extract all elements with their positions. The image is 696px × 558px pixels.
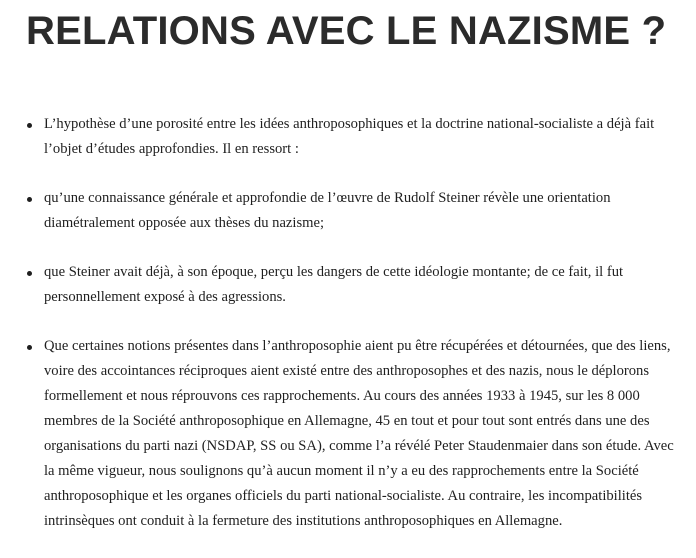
bullet-text: qu’une connaissance générale et approfondie de l’œuvre de Rudolf Steiner révèle une orientation diamétralement opposée aux thèses du nazisme; [44, 190, 611, 231]
bullet-dot-icon [27, 271, 32, 276]
page-title: RELATIONS AVEC LE NAZISME ? [26, 9, 667, 53]
bullet-item-2 [26, 186, 686, 236]
article-body [26, 112, 686, 558]
bullet-text: Que certaines notions présentes dans l’anthroposophie aient pu être récupérées et détournées, que des liens, voire des accointances réciproques aient existé entre des anthroposophes et des nazis, nous le déplorons formellement et nous réprouvons ces rapprochements. Au cours des années 1933 à 1945, sur les 8 000 membres de la Société anthroposophique en Allemagne, 45 en tout et pour tout sont entrés dans une des organisations du parti nazi (NSDAP, SS ou SA), comme l’a révélé Peter Staudenmaier dans son étude. Avec la même vigueur, nous soulignons qu’à aucun moment il n’y a eu des rapprochements entre la Société anthroposophique et les organes officiels du parti national-socialiste. Au contraire, les incompatibilités intrinsèques ont conduit à la fermeture des institutions anthroposophiques en Allemagne. [44, 338, 674, 529]
bullet-dot-icon [27, 197, 32, 202]
bullet-list [26, 112, 686, 534]
bullet-item-1 [26, 112, 686, 162]
bullet-item-3 [26, 260, 686, 310]
bullet-text: L’hypothèse d’une porosité entre les idées anthroposophiques et la doctrine national-socialiste a déjà fait l’objet d’études approfondies. Il en ressort : [44, 116, 655, 157]
bullet-item-4 [26, 334, 686, 534]
bullet-dot-icon [27, 345, 32, 350]
bullet-text: que Steiner avait déjà, à son époque, perçu les dangers de cette idéologie montante; de ce fait, il fut personnellement exposé à des agressions. [44, 264, 624, 305]
bullet-dot-icon [27, 123, 32, 128]
